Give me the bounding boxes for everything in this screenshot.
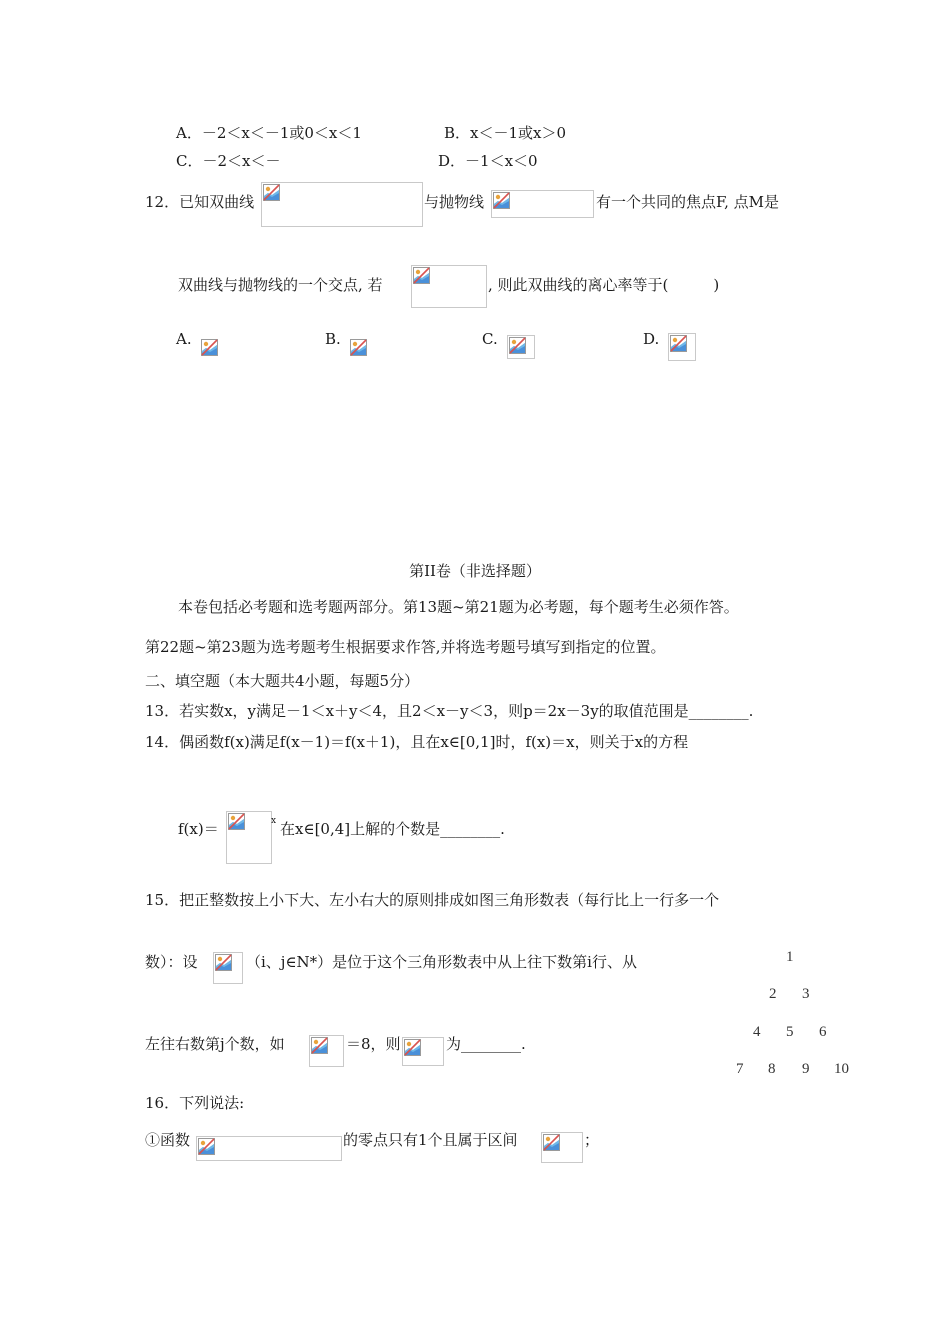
q12-option-b-image (350, 339, 367, 356)
part-two-intro-1: 本卷包括必考题和选考题两部分。第13题~第21题为必考题，每个题考生必须作答。 (178, 598, 739, 616)
target-value-image (402, 1037, 444, 1066)
broken-image-icon (543, 1134, 560, 1151)
question-16-line2-mid: 的零点只有1个且属于区间 (343, 1131, 518, 1149)
example-value-image (309, 1035, 344, 1067)
triangle-number: 10 (834, 1061, 849, 1077)
q12-option-c-image (507, 335, 535, 359)
triangle-number: 2 (769, 986, 777, 1002)
section-heading: 二、填空题（本大题共4小题，每题5分） (145, 672, 420, 690)
part-two-title: 第II卷（非选择题） (409, 562, 541, 580)
broken-image-icon (198, 1138, 215, 1155)
question-16-line2-start: ①函数 (145, 1131, 191, 1149)
question-14-line2-start: f(x)＝ (178, 820, 219, 838)
broken-image-icon (404, 1039, 421, 1056)
question-16-line1: 16．下列说法: (145, 1094, 245, 1112)
q12-line2-end: , 则此双曲线的离心率等于( ) (488, 276, 720, 294)
triangle-number: 4 (753, 1024, 761, 1040)
broken-image-icon (670, 335, 687, 352)
q11-option-a: A．－2＜x＜－1或0＜x＜1 (176, 124, 362, 142)
q16-function-image (196, 1136, 342, 1161)
hyperbola-equation-image (261, 182, 423, 227)
q12-option-d-label: D. (643, 330, 660, 348)
q12-option-a-label: A. (176, 330, 192, 348)
triangle-number: 1 (786, 949, 794, 965)
q12-option-a-image (201, 339, 218, 356)
broken-image-icon (350, 339, 367, 356)
q12-line1-mid: 与抛物线 (424, 193, 485, 211)
a-ij-image (213, 952, 243, 984)
triangle-number: 9 (802, 1061, 810, 1077)
question-15-line3-end: 为________. (446, 1035, 526, 1053)
triangle-number: 8 (768, 1061, 776, 1077)
q12-line1-end: 有一个共同的焦点F, 点M是 (596, 193, 779, 211)
q12-option-c-label: C. (482, 330, 498, 348)
broken-image-icon (509, 337, 526, 354)
q12-line2-start: 双曲线与抛物线的一个交点, 若 (178, 276, 383, 294)
broken-image-icon (413, 267, 430, 284)
q11-option-c: C．－2＜x＜－ (176, 152, 281, 170)
question-15-line2-start: 数）：设 (145, 953, 198, 971)
condition-image (411, 265, 487, 308)
question-15-line1: 15．把正整数按上小下大、左小右大的原则排成如图三角形数表（每行比上一行多一个 (145, 891, 720, 909)
broken-image-icon (263, 184, 280, 201)
q12-line1-start: 12．已知双曲线 (145, 193, 255, 211)
part-two-intro-2: 第22题~第23题为选考题考生根据要求作答,并将选考题号填写到指定的位置。 (145, 638, 666, 656)
broken-image-icon (215, 954, 232, 971)
triangle-number: 3 (802, 986, 810, 1002)
q11-option-d: D．－1＜x＜0 (438, 152, 538, 170)
question-16-line2-end: ； (584, 1131, 600, 1149)
broken-image-icon (311, 1037, 328, 1054)
q11-option-b: B．x＜－1或x＞0 (444, 124, 567, 142)
broken-image-icon (493, 192, 510, 209)
question-13: 13．若实数x，y满足－1＜x＋y＜4，且2＜x－y＜3，则p＝2x－3y的取值范围是________. (145, 702, 754, 720)
q12-option-b-label: B. (325, 330, 341, 348)
triangle-number: 6 (819, 1024, 827, 1040)
broken-image-icon (228, 813, 245, 830)
q12-option-d-image (668, 333, 696, 361)
triangle-number: 7 (736, 1061, 744, 1077)
question-14-line1: 14．偶函数f(x)满足f(x－1)＝f(x＋1)，且在x∈[0,1]时，f(x)＝x，则关于x的方程 (145, 733, 689, 751)
triangle-number: 5 (786, 1024, 794, 1040)
q14-function-image (226, 811, 272, 864)
question-15-line2-end: （i、j∈N*）是位于这个三角形数表中从上往下数第i行、从 (246, 953, 637, 971)
q16-interval-image (541, 1132, 583, 1163)
question-15-line3-start: 左往右数第j个数，如 (145, 1035, 285, 1053)
question-14-line2-end: 在x∈[0,4]上解的个数是________. (280, 820, 505, 838)
parabola-equation-image (491, 190, 594, 218)
question-15-line3-mid: ＝8，则 (346, 1035, 401, 1053)
broken-image-icon (201, 339, 218, 356)
q14-superscript: x (271, 816, 277, 826)
